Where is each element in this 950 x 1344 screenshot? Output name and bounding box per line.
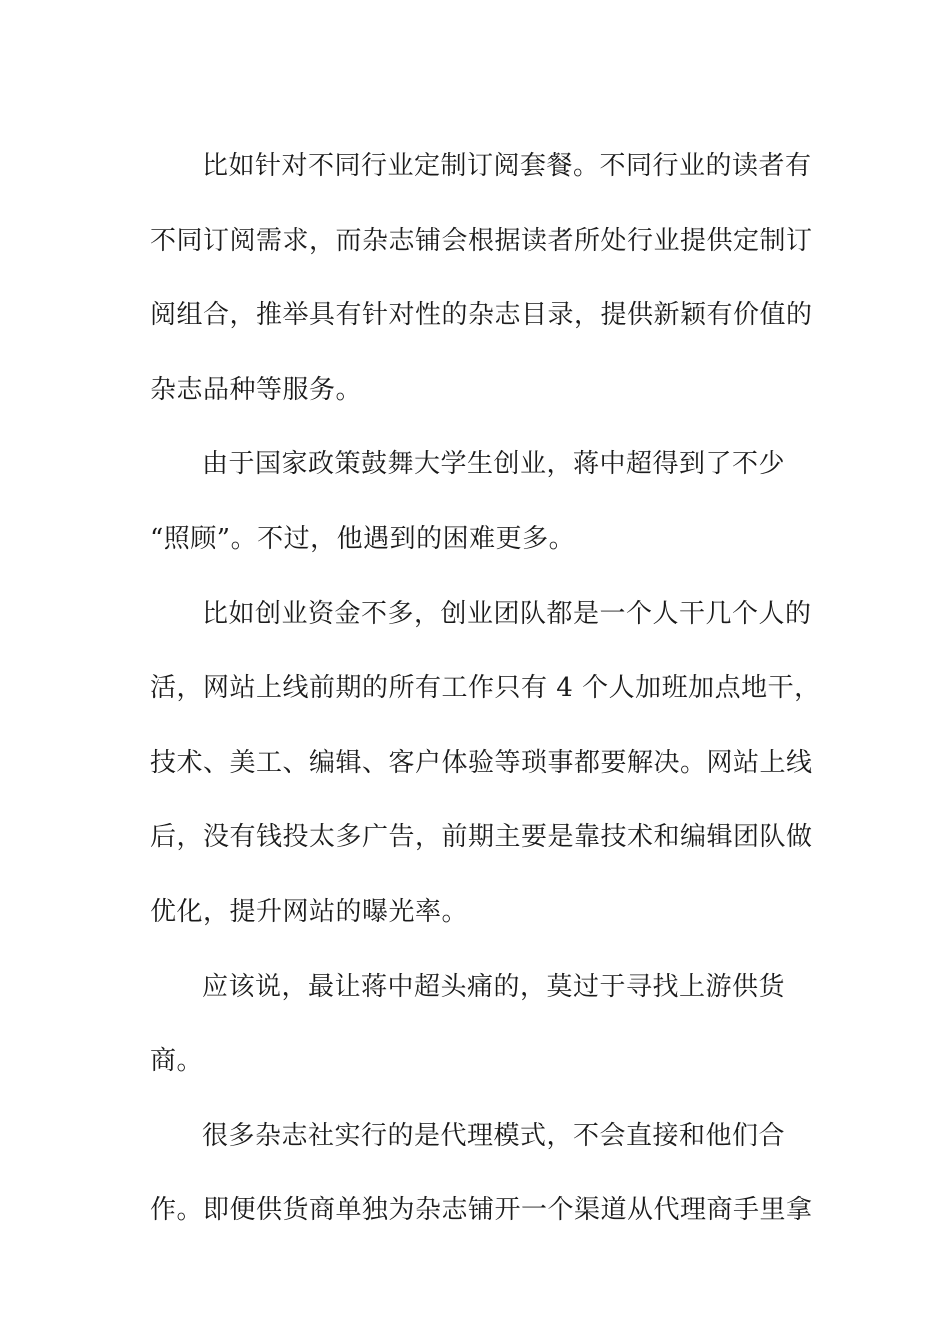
text-line: 由于国家政策鼓舞大学生创业，蒋中超得到了不少 bbox=[202, 449, 786, 480]
text-line: 杂志品种等服务。 bbox=[150, 374, 363, 405]
text-line: 很多杂志社实行的是代理模式，不会直接和他们合 bbox=[202, 1120, 786, 1151]
paragraph bbox=[150, 577, 821, 950]
text-line: 比如针对不同行业定制订阅套餐。不同行业的读者有 bbox=[202, 151, 812, 181]
text-line: 阅组合，推举具有针对性的杂志目录，提供新颖有价值的 bbox=[150, 300, 813, 331]
paragraph bbox=[150, 1099, 813, 1248]
text-line: “照顾”。不过，他遇到的困难更多。 bbox=[150, 523, 576, 554]
text-line: 优化，提升网站的曝光率。 bbox=[150, 896, 469, 927]
text-line: 作。即便供货商单独为杂志铺开一个渠道从代理商手里拿 bbox=[150, 1195, 813, 1226]
paragraph bbox=[150, 129, 813, 427]
text-line: 后，没有钱投太多广告，前期主要是靠技术和编辑团队做 bbox=[150, 822, 813, 853]
body-text bbox=[150, 129, 821, 1248]
text-line: 比如创业资金不多，创业团队都是一个人干几个人的 bbox=[202, 598, 812, 629]
text-line: 应该说，最让蒋中超头痛的，莫过于寻找上游供货 bbox=[202, 971, 786, 1002]
text-line: 活，网站上线前期的所有工作只有 4 个人加班加点地干， bbox=[150, 673, 821, 704]
text-line: 商。 bbox=[150, 1046, 204, 1077]
paragraph bbox=[150, 950, 810, 1099]
text-line: 不同订阅需求，而杂志铺会根据读者所处行业提供定制订 bbox=[150, 225, 813, 256]
paragraph bbox=[150, 427, 810, 576]
text-line: 技术、美工、编辑、客户体验等琐事都要解决。网站上线 bbox=[150, 747, 813, 778]
